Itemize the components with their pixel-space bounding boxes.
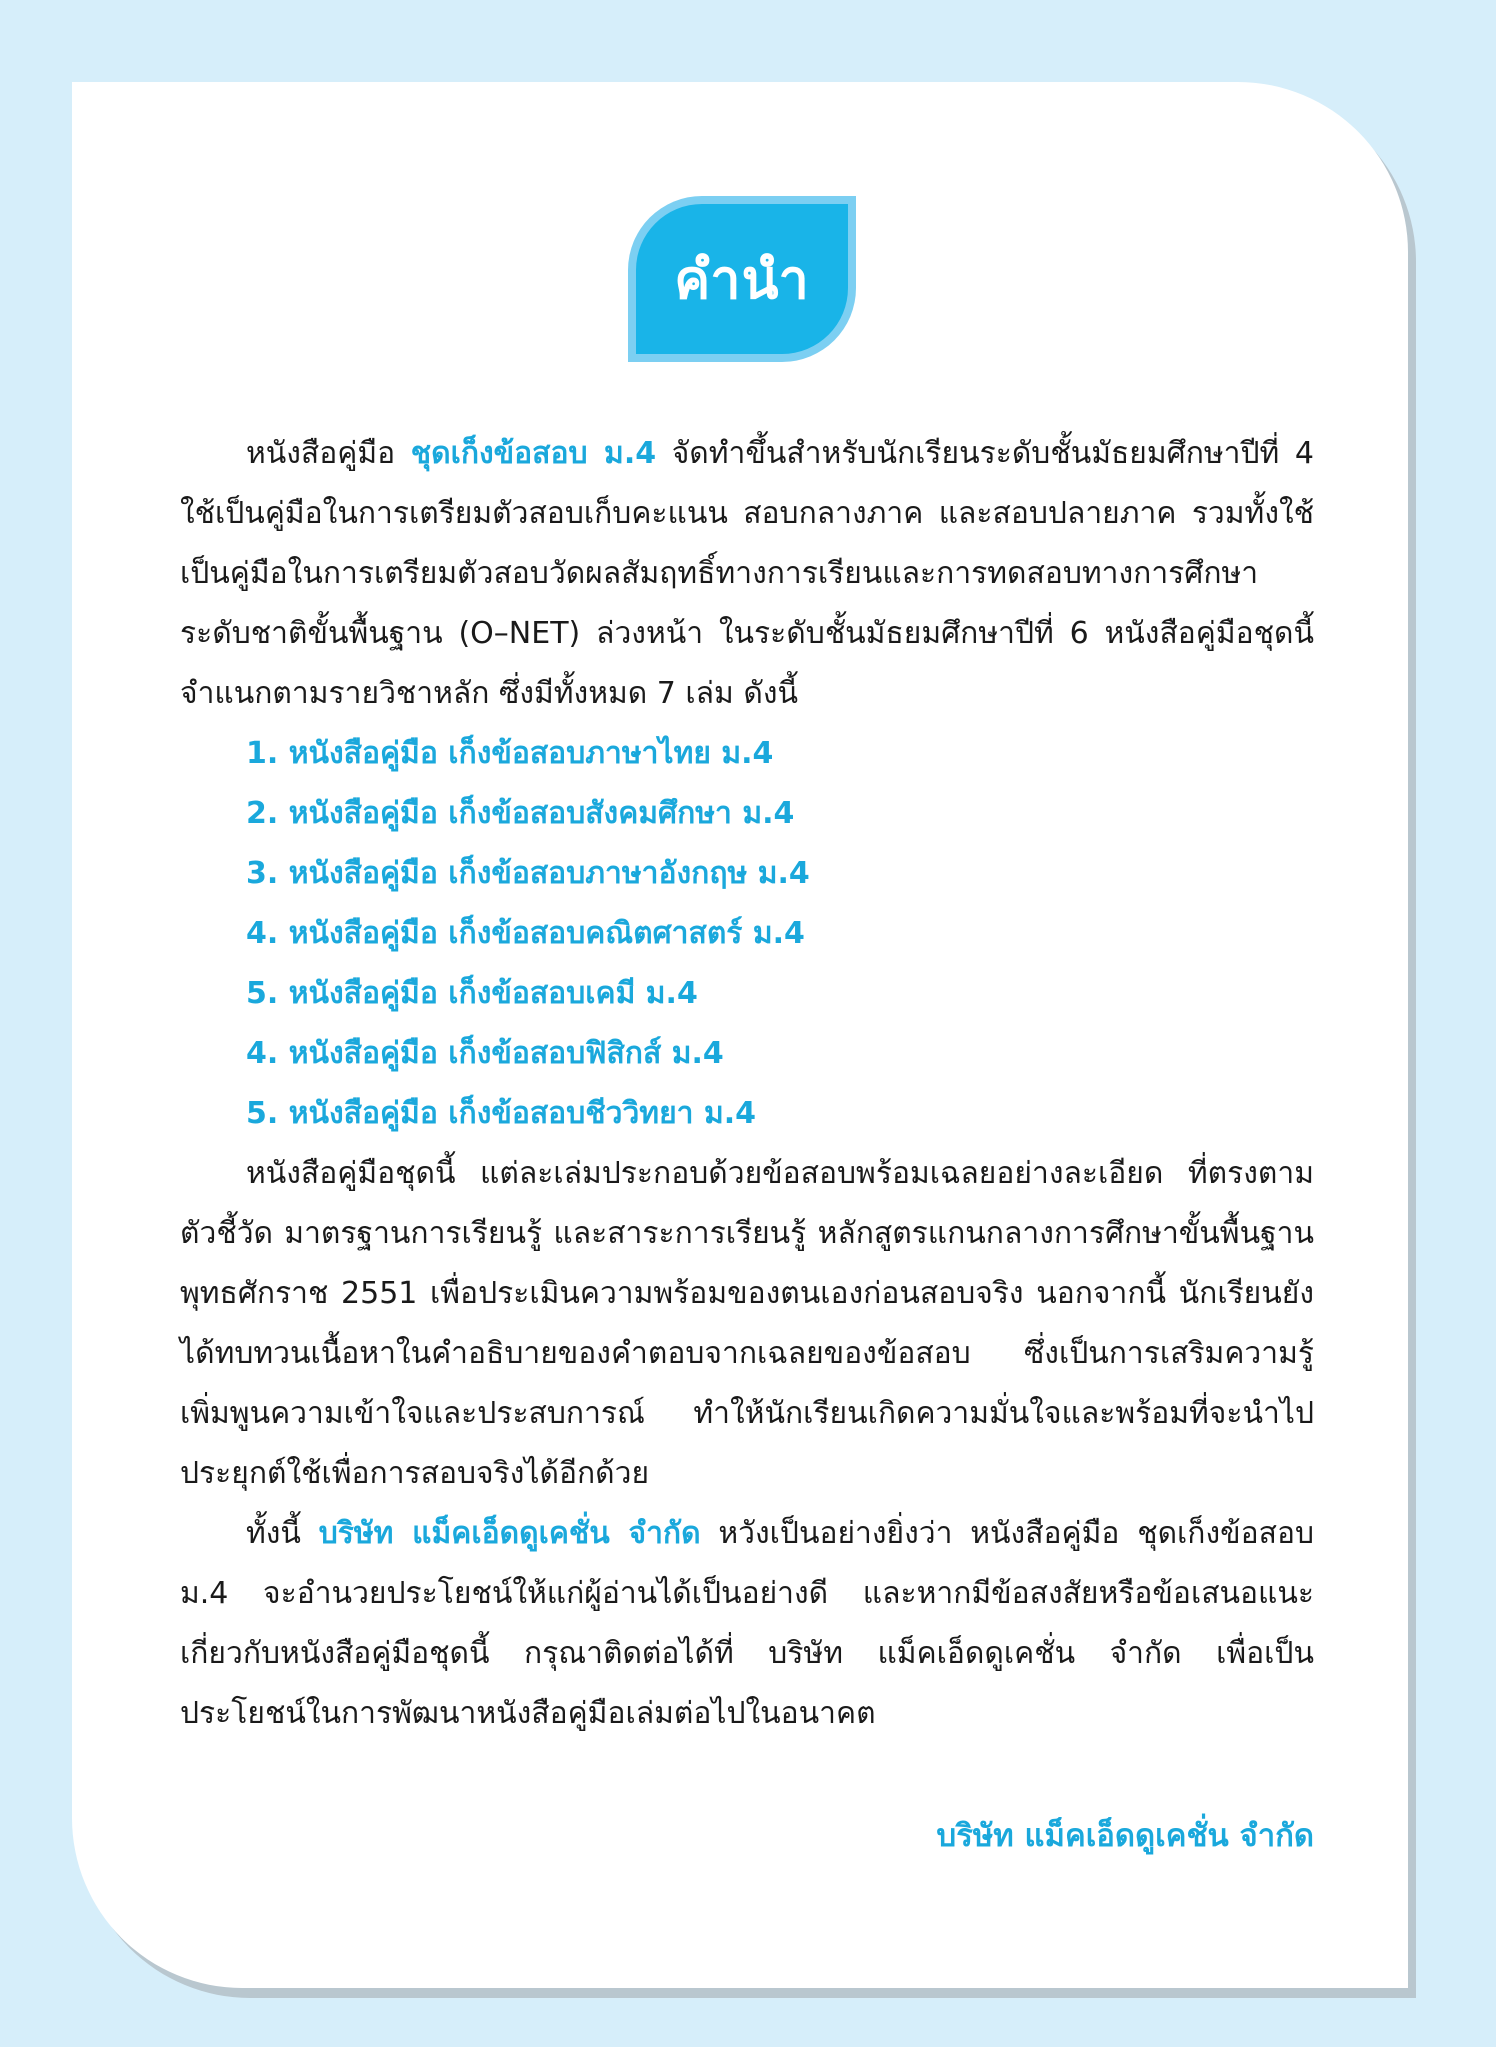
preface-content bbox=[180, 424, 1314, 1744]
book-list-item: 5. หนังสือคู่มือ เก็งข้อสอบเคมี ม.4 bbox=[246, 976, 698, 1011]
signature: บริษัท แม็คเอ็ดดูเคชั่น จำกัด bbox=[936, 1818, 1314, 1854]
intro-paragraph bbox=[180, 424, 1314, 724]
book-list-item: 2. หนังสือคู่มือ เก็งข้อสอบสังคมศึกษา ม.4 bbox=[246, 796, 795, 831]
intro-text-start: หนังสือคู่มือ bbox=[246, 436, 411, 471]
book-list-item: 1. หนังสือคู่มือ เก็งข้อสอบภาษาไทย ม.4 bbox=[246, 736, 774, 771]
title-badge bbox=[636, 204, 848, 354]
series-name: ชุดเก็งข้อสอบ ม.4 bbox=[410, 436, 657, 471]
description-paragraph: หนังสือคู่มือชุดนี้ แต่ละเล่มประกอบด้วยข้อสอบพร้อมเฉลยอย่างละเอียด ที่ตรงตามตัวชี้วัด มาตรฐานการเรียนรู้ และสาระการเรียนรู้ หลักสูตรแกนกลางการศึกษาขั้นพื้นฐาน พุทธศักราช 2551 เพื่อประเมินความพร้อมของตนเองก่อนสอบจริง นอกจากนี้ นักเรียนยังได้ทบทวนเนื้อหาในคำอธิบายของคำตอบจากเฉลยของข้อสอบ ซึ่งเป็นการเสริมความรู้ เพิ่มพูนความเข้าใจและประสบการณ์ ทำให้นักเรียนเกิดความมั่นใจและพร้อมที่จะนำไปประยุกต์ใช้เพื่อการสอบจริงได้อีกด้วย bbox=[180, 1156, 1314, 1491]
book-list-item: 4. หนังสือคู่มือ เก็งข้อสอบคณิตศาสตร์ ม.4 bbox=[246, 916, 805, 951]
book-list-item: 3. หนังสือคู่มือ เก็งข้อสอบภาษาอังกฤษ ม.4 bbox=[246, 856, 810, 891]
title-badge-frame bbox=[628, 196, 856, 362]
book-list bbox=[180, 724, 1314, 1144]
closing-text-start: ทั้งนี้ bbox=[246, 1516, 319, 1551]
closing-text-end: หวังเป็นอย่างยิ่งว่า หนังสือคู่มือ ชุดเก็งข้อสอบ ม.4 จะอำนวยประโยชน์ให้แก่ผู้อ่านได้เป็นอย่างดี และหากมีข้อสงสัยหรือข้อเสนอแนะเกี่ยวกับหนังสือคู่มือชุดนี้ กรุณาติดต่อได้ที่ บริษัท แม็คเอ็ดดูเคชั่น จำกัด เพื่อเป็นประโยชน์ในการพัฒนาหนังสือคู่มือเล่มต่อไปในอนาคต bbox=[180, 1516, 1315, 1731]
book-list-item: 4. หนังสือคู่มือ เก็งข้อสอบฟิสิกส์ ม.4 bbox=[246, 1036, 724, 1071]
book-list-item: 5. หนังสือคู่มือ เก็งข้อสอบชีววิทยา ม.4 bbox=[246, 1096, 756, 1131]
intro-text-end: จัดทำขึ้นสำหรับนักเรียนระดับชั้นมัธยมศึกษาปีที่ 4 ใช้เป็นคู่มือในการเตรียมตัวสอบเก็บคะแนน สอบกลางภาค และสอบปลายภาค รวมทั้งใช้เป็นคู่มือในการเตรียมตัวสอบวัดผลสัมฤทธิ์ทางการเรียนและการทดสอบทางการศึกษาระดับชาติขั้นพื้นฐาน (O–NET) ล่วงหน้า ในระดับชั้นมัธยมศึกษาปีที่ 6 หนังสือคู่มือชุดนี้จำแนกตามรายวิชาหลัก ซึ่งมีทั้งหมด 7 เล่ม ดังนี้ bbox=[180, 436, 1314, 711]
page-title: คำนำ bbox=[674, 248, 810, 311]
closing-paragraph bbox=[180, 1504, 1314, 1744]
company-name: บริษัท แม็คเอ็ดดูเคชั่น จำกัด bbox=[318, 1516, 701, 1551]
